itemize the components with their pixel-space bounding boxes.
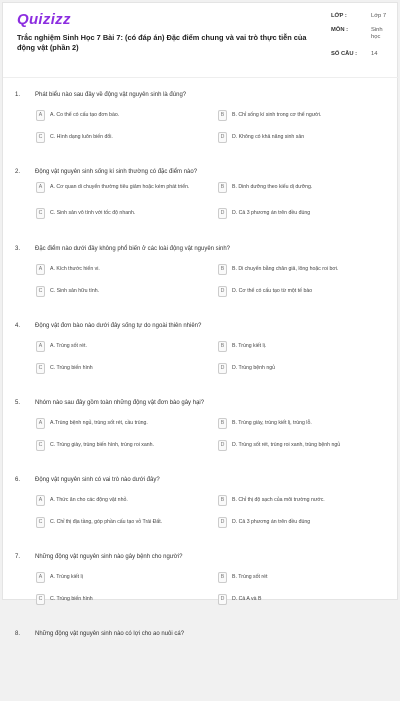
option-letter-box: D bbox=[218, 594, 227, 605]
answer-option-d[interactable] bbox=[218, 208, 390, 223]
option-letter-box: B bbox=[218, 495, 227, 506]
option-letter-box: D bbox=[218, 363, 227, 374]
option-text: B. Trùng kiết lị. bbox=[232, 343, 267, 349]
option-text: B. Trùng sốt rét bbox=[232, 574, 268, 580]
answer-option-a[interactable] bbox=[36, 418, 208, 433]
question-number: 4. bbox=[15, 323, 21, 329]
answer-option-a[interactable] bbox=[36, 264, 208, 279]
option-letter-box: A bbox=[36, 341, 45, 352]
option-text: A. Co thể có cấu tạo đơn bào. bbox=[50, 112, 120, 118]
question-item bbox=[3, 316, 399, 393]
question-number: 5. bbox=[15, 400, 21, 406]
answer-option-b[interactable] bbox=[218, 264, 390, 279]
answer-option-d[interactable] bbox=[218, 132, 390, 147]
option-letter-box: C bbox=[36, 517, 45, 528]
option-letter-box: C bbox=[36, 363, 45, 374]
option-text: B. Dinh dưỡng theo kiểu dị dưỡng. bbox=[232, 184, 313, 190]
answer-option-c[interactable] bbox=[36, 594, 208, 609]
meta-count-value: 14 bbox=[371, 51, 378, 57]
option-text: D. Không có khả năng sinh sản bbox=[232, 134, 305, 140]
option-letter-box: D bbox=[218, 286, 227, 297]
meta-count bbox=[331, 51, 391, 65]
question-item bbox=[3, 393, 399, 470]
option-letter-box: D bbox=[218, 132, 227, 143]
option-letter-box: C bbox=[36, 132, 45, 143]
option-letter-box: A bbox=[36, 418, 45, 429]
option-text: D. Cả A và B bbox=[232, 596, 262, 602]
worksheet-header bbox=[3, 3, 399, 81]
question-number: 7. bbox=[15, 554, 21, 560]
answer-option-d[interactable] bbox=[218, 517, 390, 532]
answer-option-a[interactable] bbox=[36, 572, 208, 587]
question-item bbox=[3, 470, 399, 547]
option-text: D. Cả 3 phương án trên đều đúng bbox=[232, 210, 311, 216]
answer-option-b[interactable] bbox=[218, 110, 390, 125]
option-text: D. Trùng sốt rét, trùng roi xanh, trùng bệnh ngủ bbox=[232, 442, 341, 448]
question-item bbox=[3, 624, 399, 701]
option-text: C. Trùng giày, trùng biến hình, trùng roi xanh. bbox=[50, 442, 155, 448]
question-item bbox=[3, 162, 399, 239]
answer-option-b[interactable] bbox=[218, 182, 390, 197]
answer-option-c[interactable] bbox=[36, 517, 208, 532]
option-text: B. Trùng giày, trùng kiết lị, trùng lỗ. bbox=[232, 420, 312, 426]
question-number: 3. bbox=[15, 246, 21, 252]
option-text: A. Trùng sốt rét. bbox=[50, 343, 87, 349]
option-letter-box: C bbox=[36, 440, 45, 451]
header-divider bbox=[3, 77, 399, 78]
option-text: A. Kích thước hiển vi. bbox=[50, 266, 100, 272]
option-letter-box: C bbox=[36, 286, 45, 297]
answer-option-a[interactable] bbox=[36, 495, 208, 510]
meta-class bbox=[331, 13, 391, 27]
question-number: 8. bbox=[15, 631, 21, 637]
question-text: Đặc điểm nào dưới đây không phổ biến ở các loài động vật nguyên sinh? bbox=[35, 246, 231, 252]
question-text: Động vật đơn bào nào dưới đây sống tự do ngoài thiên nhiên? bbox=[35, 323, 202, 329]
option-text: D. Cả 3 phương án trên đều đúng bbox=[232, 519, 311, 525]
option-text: C. Chỉ thị địa tầng, góp phần cấu tạo vỏ Trái Đất. bbox=[50, 519, 163, 525]
question-item bbox=[3, 85, 399, 162]
question-item bbox=[3, 547, 399, 624]
option-letter-box: B bbox=[218, 110, 227, 121]
option-letter-box: B bbox=[218, 341, 227, 352]
answer-option-c[interactable] bbox=[36, 440, 208, 455]
meta-subject bbox=[331, 27, 391, 51]
answer-option-b[interactable] bbox=[218, 495, 390, 510]
meta-class-label: LỚP : bbox=[331, 13, 347, 19]
question-list bbox=[3, 85, 399, 701]
option-letter-box: A bbox=[36, 572, 45, 583]
worksheet-page bbox=[2, 2, 398, 637]
answer-option-c[interactable] bbox=[36, 208, 208, 223]
option-letter-box: A bbox=[36, 110, 45, 121]
answer-option-c[interactable] bbox=[36, 363, 208, 378]
meta-subject-value: Sinh học bbox=[371, 27, 383, 40]
meta-count-label: SỐ CÂU : bbox=[331, 51, 358, 57]
option-letter-box: C bbox=[36, 208, 45, 219]
meta-subject-label: MÔN : bbox=[331, 27, 349, 33]
option-text: B. Di chuyển bằng chân giả, lông hoặc roi bơi. bbox=[232, 266, 339, 272]
question-number: 2. bbox=[15, 169, 21, 175]
option-text: D. Trùng bệnh ngủ bbox=[232, 365, 275, 371]
option-letter-box: D bbox=[218, 440, 227, 451]
answer-option-c[interactable] bbox=[36, 286, 208, 301]
option-text: D. Cơ thể có cấu tạo từ một tế bào bbox=[232, 288, 313, 294]
option-text: A. Thức ăn cho các động vật nhỏ. bbox=[50, 497, 128, 503]
worksheet-title: Trắc nghiệm Sinh Học 7 Bài 7: (có đáp án) Đặc điểm chung và vai trò thực tiễn của động vật (phần 2) bbox=[17, 33, 307, 52]
option-letter-box: B bbox=[218, 418, 227, 429]
option-text: C. Hình dạng luôn biến đổi. bbox=[50, 134, 113, 140]
answer-option-d[interactable] bbox=[218, 594, 390, 609]
quizizz-logo[interactable]: Quizizz bbox=[17, 11, 71, 28]
meta-class-value: Lớp 7 bbox=[371, 13, 387, 19]
question-text: Phát biểu nào sau đây về động vật nguyên sinh là đúng? bbox=[35, 92, 187, 98]
question-text: Những động vật nguyên sinh nào gây bệnh cho người? bbox=[35, 554, 183, 560]
worksheet-meta bbox=[331, 13, 391, 65]
option-letter-box: B bbox=[218, 182, 227, 193]
answer-option-b[interactable] bbox=[218, 418, 390, 433]
answer-option-a[interactable] bbox=[36, 341, 208, 356]
answer-option-b[interactable] bbox=[218, 341, 390, 356]
option-letter-box: C bbox=[36, 594, 45, 605]
option-text: B. Chỉ thị độ sạch của môi trường nước. bbox=[232, 497, 325, 503]
question-text: Những động vật nguyên sinh nào có lợi cho ao nuôi cá? bbox=[35, 631, 185, 637]
question-number: 1. bbox=[15, 92, 21, 98]
answer-option-d[interactable] bbox=[218, 286, 390, 301]
option-text: B. Chỉ sống kí sinh trong cơ thể người. bbox=[232, 112, 322, 118]
option-text: A.Trùng bệnh ngủ, trùng sốt rét, cầu trùng. bbox=[50, 420, 148, 426]
option-letter-box: A bbox=[36, 182, 45, 193]
answer-option-d[interactable] bbox=[218, 363, 390, 378]
question-text: Nhóm nào sau đây gồm toàn những động vật đơn bào gây hại? bbox=[35, 400, 205, 406]
answer-option-c[interactable] bbox=[36, 132, 208, 147]
option-letter-box: A bbox=[36, 495, 45, 506]
option-letter-box: B bbox=[218, 572, 227, 583]
answer-option-a[interactable] bbox=[36, 110, 208, 125]
answer-option-b[interactable] bbox=[218, 572, 390, 587]
answer-option-a[interactable] bbox=[36, 182, 208, 203]
option-letter-box: A bbox=[36, 264, 45, 275]
question-text: Động vật nguyên sinh sống kí sinh thường có đặc điểm nào? bbox=[35, 169, 198, 175]
option-text: A. Trùng kiết lị bbox=[50, 574, 83, 580]
option-letter-box: D bbox=[218, 208, 227, 219]
question-item bbox=[3, 239, 399, 316]
option-text: C. Trùng biến hình bbox=[50, 596, 93, 602]
option-text: C. Sinh sản vô tính với tốc độ nhanh. bbox=[50, 210, 136, 216]
answer-option-d[interactable] bbox=[218, 440, 390, 455]
question-number: 6. bbox=[15, 477, 21, 483]
option-text: C. Sinh sản hữu tính. bbox=[50, 288, 100, 294]
option-text: C. Trùng biến hình bbox=[50, 365, 93, 371]
option-text: A. Cơ quan di chuyển thường tiêu giảm hoặc kém phát triển. bbox=[50, 184, 190, 190]
option-letter-box: D bbox=[218, 517, 227, 528]
question-text: Động vật nguyên sinh có vai trò nào dưới đây? bbox=[35, 477, 160, 483]
option-letter-box: B bbox=[218, 264, 227, 275]
